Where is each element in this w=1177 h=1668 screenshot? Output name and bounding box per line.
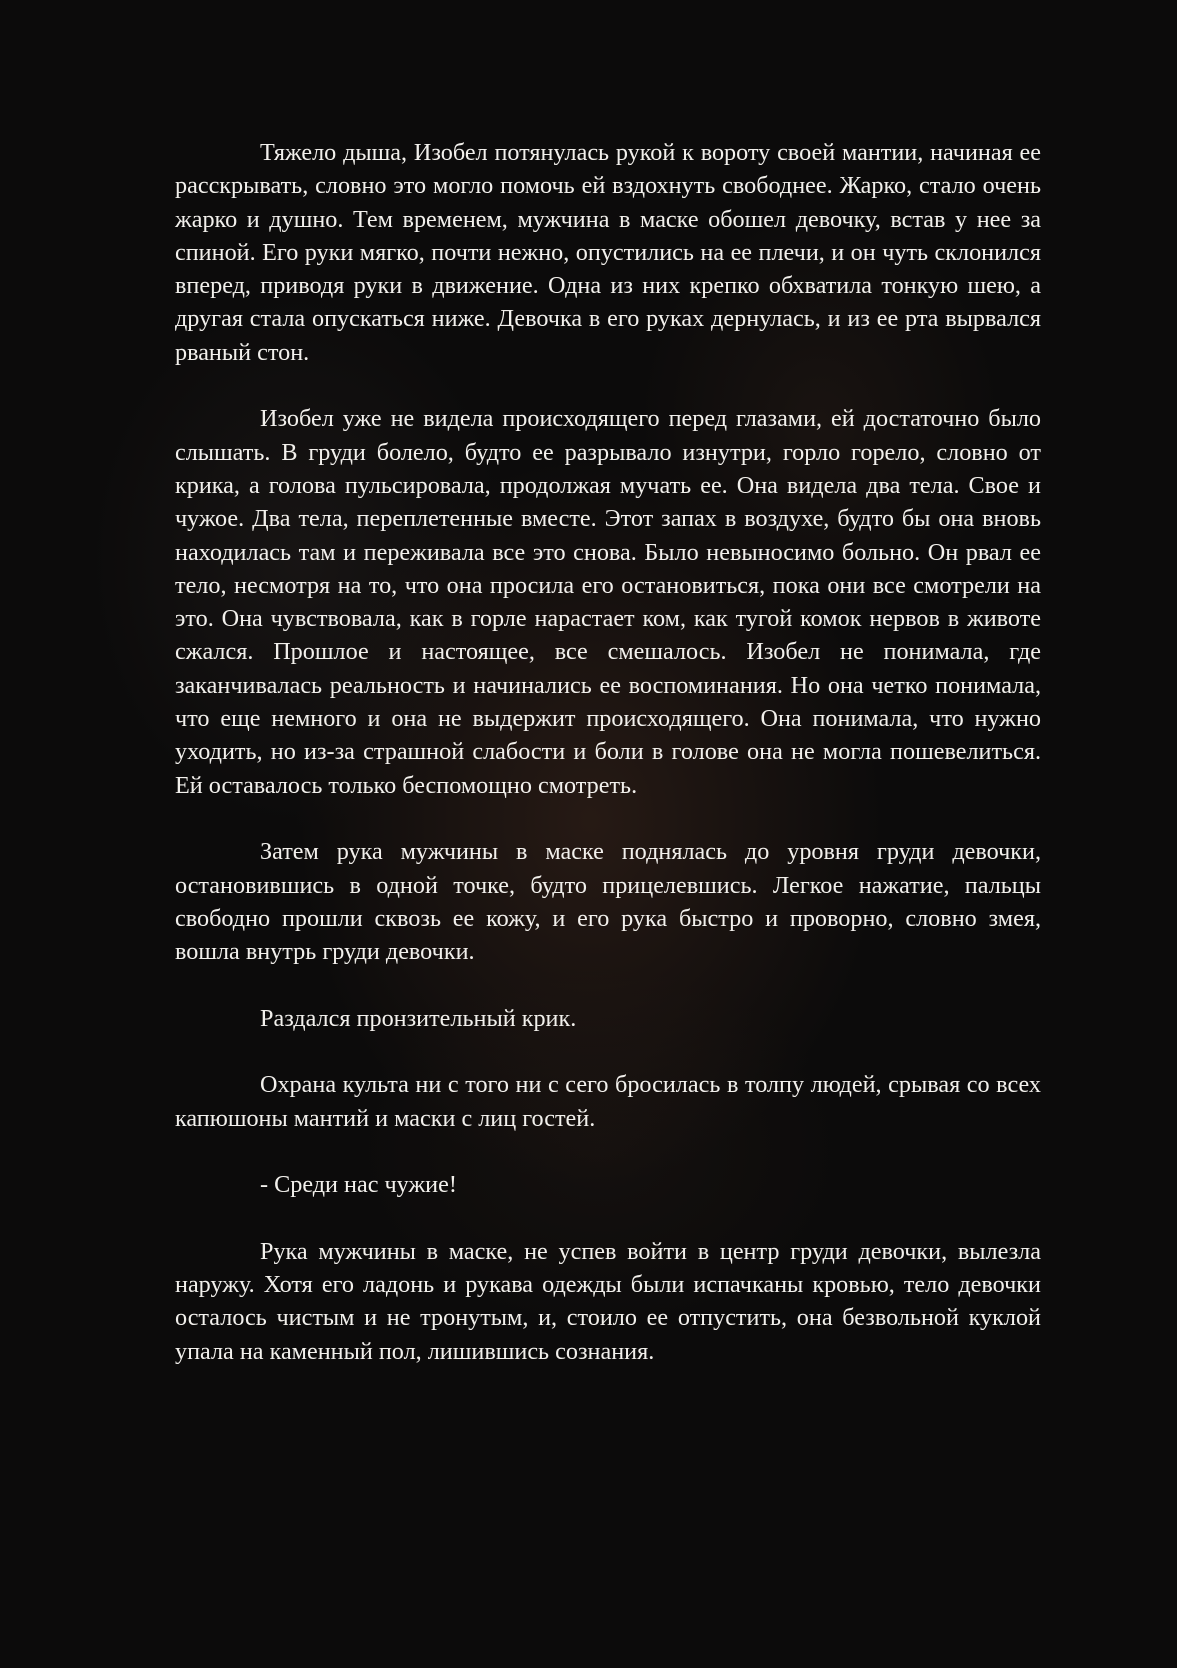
paragraph-5: Охрана культа ни с того ни с сего бросилась в толпу людей, срывая со всех капюшоны мантий и маски с лиц гостей. bbox=[175, 1071, 1041, 1132]
paragraph-1: Тяжело дыша, Изобел потянулась рукой к вороту своей мантии, начиная ее расскрывать, словно это могло помочь ей вздохнуть свободнее. Жарко, стало очень жарко и душно. Тем временем, мужчина в маске обошел девочку, встав у нее за спиной. Его руки мягко, почти нежно, опустились на ее плечи, и он чуть склонился вперед, приводя руки в движение. Одна из них крепко обхватила тонкую шею, а другая стала опускаться ниже. Девочка в его руках дернулась, и из ее рта вырвался рваный стон. bbox=[175, 139, 1041, 366]
paragraph-3: Затем рука мужчины в маске поднялась до уровня груди девочки, остановившись в одной точке, будто прицелевшись. Легкое нажатие, пальцы свободно прошли сквозь ее кожу, и его рука быстро и проворно, словно змея, вошла внутрь груди девочки. bbox=[175, 838, 1041, 966]
paragraph-2: Изобел уже не видела происходящего перед глазами, ей достаточно было слышать. В груди болело, будто ее разрывало изнутри, горло горело, словно от крика, а голова пульсировала, продолжая мучать ее. Она видела два тела. Свое и чужое. Два тела, переплетенные вместе. Этот запах в воздухе, будто бы она вновь находилась там и переживала все это снова. Было невыносимо больно. Он рвал ее тело, несмотря на то, что она просила его остановиться, пока они все смотрели на это. Она чувствовала, как в горле нарастает ком, как тугой комок нервов в животе сжался. Прошлое и настоящее, все смешалось. Изобел не понимала, где заканчивалась реальность и начинались ее воспоминания. Но она четко понимала, что еще немного и она не выдержит происходящего. Она понимала, что нужно уходить, но из-за страшной слабости и боли в голове она не могла пошевелиться. Ей оставалось только беспомощно смотреть. bbox=[175, 405, 1041, 799]
paragraph-4: Раздался пронзительный крик. bbox=[260, 1004, 577, 1032]
paragraph-7: Рука мужчины в маске, не успев войти в центр груди девочки, вылезла наружу. Хотя его ладонь и рукава одежды были испачканы кровью, тело девочки осталось чистым и не тронутым, и, стоило ее отпустить, она безвольной куклой упала на каменный пол, лишившись сознания. bbox=[175, 1237, 1041, 1365]
document-body bbox=[175, 136, 1041, 1368]
paragraph-6: - Среди нас чужие! bbox=[260, 1171, 457, 1199]
